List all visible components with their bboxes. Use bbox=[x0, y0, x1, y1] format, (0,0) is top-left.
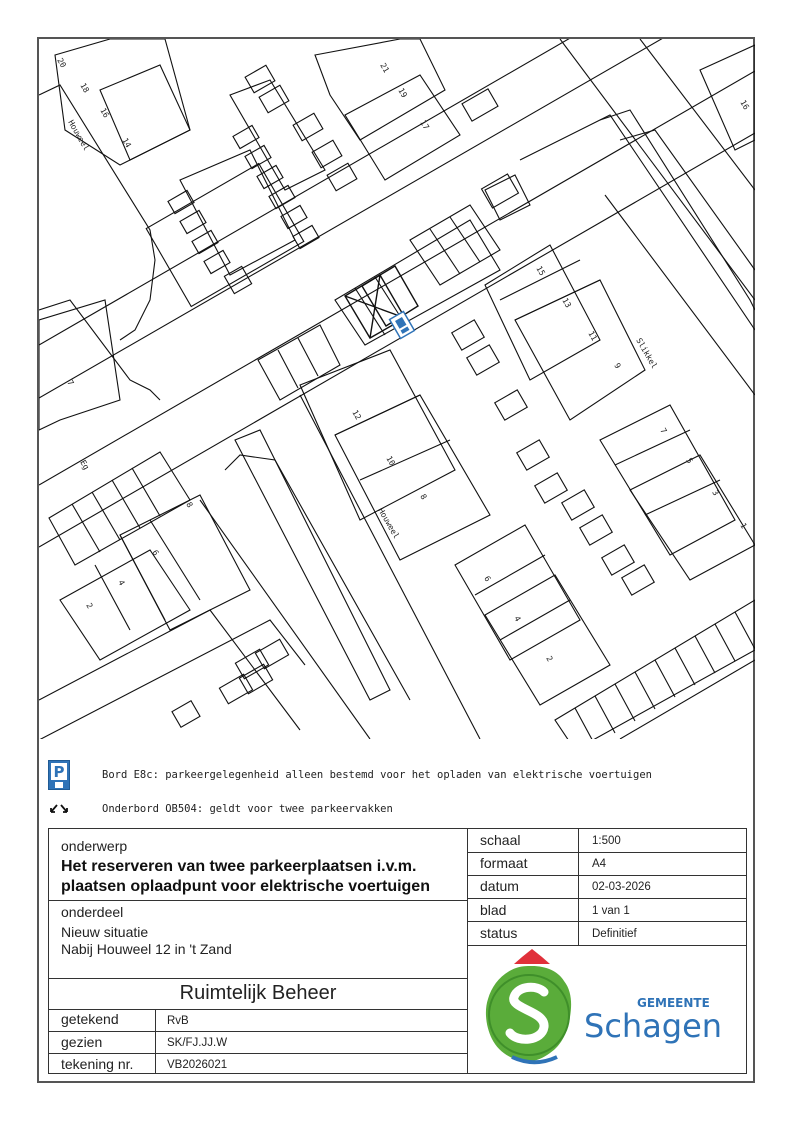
house-number: 1 bbox=[738, 521, 749, 531]
house-number: 8 bbox=[184, 500, 195, 510]
house-number: 17 bbox=[418, 118, 431, 132]
house-number: 10 bbox=[384, 454, 397, 468]
road-edge-south bbox=[39, 71, 755, 485]
parking-row-south-left bbox=[49, 325, 340, 565]
logo-crown-shape bbox=[514, 949, 550, 964]
subject-line-1: Het reserveren van twee parkeerplaatsen i.v.m. bbox=[61, 858, 417, 875]
legend-row-e8c bbox=[48, 760, 652, 790]
status-value: Definitief bbox=[592, 928, 637, 940]
buildings-top-left bbox=[39, 39, 357, 430]
legend-row-ob504 bbox=[48, 802, 393, 815]
house-number: 16 bbox=[98, 106, 111, 120]
house-number: 6 bbox=[482, 574, 493, 584]
title-block bbox=[48, 828, 747, 1074]
house-number: 4 bbox=[512, 614, 523, 624]
house-number: 12 bbox=[350, 408, 363, 422]
house-number: 11 bbox=[586, 329, 599, 343]
house-number: 21 bbox=[378, 61, 391, 75]
drawing-number-value: VB2026021 bbox=[167, 1059, 228, 1071]
road-outer-south bbox=[39, 133, 755, 547]
title-block-right bbox=[467, 828, 747, 1074]
logo-schagen-text: Schagen bbox=[584, 1007, 723, 1045]
street-label-eg: Eg bbox=[78, 458, 91, 472]
gemeente-schagen-logo bbox=[472, 947, 742, 1071]
house-number: 2 bbox=[84, 601, 95, 611]
parking-row-north-left bbox=[146, 164, 304, 307]
subject-line-2: plaatsen oplaadpunt voor elektrische voertuigen bbox=[61, 878, 430, 895]
date-label: datum bbox=[480, 878, 519, 894]
parking-row-lower-right bbox=[555, 600, 755, 739]
drawn-by-label: getekend bbox=[61, 1011, 119, 1027]
format-label: formaat bbox=[480, 855, 528, 871]
sheet-value: 1 van 1 bbox=[592, 905, 630, 917]
subject-label: onderwerp bbox=[61, 838, 128, 854]
part-line-2: Nabij Houweel 12 in 't Zand bbox=[61, 941, 232, 957]
scale-label: schaal bbox=[480, 832, 521, 848]
buildings-lower-center bbox=[455, 525, 610, 705]
house-number: 19 bbox=[396, 86, 409, 100]
house-number: 3 bbox=[710, 488, 721, 498]
logo-gemeente-text: GEMEENTE bbox=[637, 996, 710, 1010]
street-label-houweel-top: Houweel bbox=[66, 118, 91, 153]
house-number: 2 bbox=[544, 654, 555, 664]
drawing-number-label: tekening nr. bbox=[61, 1056, 134, 1072]
street-label-slikkel: Slikkel bbox=[634, 336, 659, 371]
drawn-by-value: RvB bbox=[167, 1015, 189, 1027]
format-value: A4 bbox=[592, 858, 607, 870]
buildings-center bbox=[200, 350, 493, 739]
title-block-left bbox=[48, 828, 468, 1074]
house-number: 18 bbox=[78, 81, 91, 95]
ev-parking-sign-icon bbox=[48, 760, 70, 790]
house-number: 6 bbox=[150, 548, 161, 558]
part-line-1: Nieuw situatie bbox=[61, 924, 149, 940]
checked-by-value: SK/FJ.JJ.W bbox=[167, 1037, 228, 1049]
house-number: 16 bbox=[738, 98, 751, 112]
street-label-houweel-center: Houweel bbox=[376, 506, 401, 541]
buildings-top-mid bbox=[315, 39, 518, 208]
house-number: 9 bbox=[612, 361, 623, 371]
buildings-right bbox=[452, 245, 755, 595]
two-directions-arrows-icon bbox=[48, 802, 70, 815]
status-label: status bbox=[480, 925, 518, 941]
house-number: 15 bbox=[534, 264, 547, 278]
sheet-label: blad bbox=[480, 902, 507, 918]
legend-text-e8c: Bord E8c: parkeergelegenheid alleen bestemd voor het opladen van elektrische voertuigen bbox=[102, 769, 652, 781]
department-name: Ruimtelijk Beheer bbox=[179, 982, 337, 1004]
checked-by-label: gezien bbox=[61, 1034, 103, 1050]
house-number: 8 bbox=[418, 492, 429, 502]
buildings-lower-left bbox=[39, 495, 305, 739]
house-number: 14 bbox=[120, 136, 133, 150]
legend-text-ob504: Onderbord OB504: geldt voor twee parkeervakken bbox=[102, 802, 393, 815]
svg-text:P: P bbox=[53, 763, 65, 781]
ev-charging-sign-marker bbox=[390, 311, 415, 338]
house-number: 13 bbox=[560, 296, 573, 310]
house-number: 7 bbox=[658, 426, 669, 436]
house-number: 5 bbox=[684, 456, 695, 466]
house-number: 20 bbox=[55, 56, 68, 70]
house-number: 7 bbox=[65, 378, 76, 388]
house-number: 4 bbox=[116, 578, 127, 588]
scale-value: 1:500 bbox=[592, 835, 621, 847]
date-value: 02-03-2026 bbox=[592, 881, 651, 893]
site-map bbox=[39, 39, 755, 739]
part-label: onderdeel bbox=[61, 904, 124, 920]
